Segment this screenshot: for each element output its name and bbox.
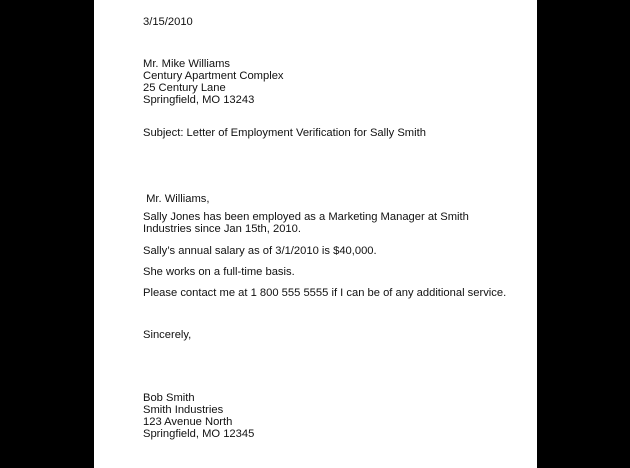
closing-text: Sincerely,	[143, 329, 192, 341]
subject-line	[143, 127, 426, 139]
contact-text: Please contact me at 1 800 555 5555 if I can be of any additional service.	[143, 287, 507, 299]
recipient-company: Century Apartment Complex	[143, 70, 284, 82]
subject-text: Subject: Letter of Employment Verification for Sally Smith	[143, 127, 426, 139]
sender-name: Bob Smith	[143, 392, 195, 404]
employment-line-1: Sally Jones has been employed as a Marketing Manager at Smith	[143, 211, 469, 223]
salutation-text: Mr. Williams,	[143, 193, 210, 205]
employment-line-2: Industries since Jan 15th, 2010.	[143, 223, 301, 235]
body-paragraph-salary	[143, 245, 377, 257]
recipient-city: Springfield, MO 13243	[143, 94, 255, 106]
body-paragraph-contact	[143, 287, 506, 299]
letter-date	[143, 16, 193, 28]
basis-text: She works on a full-time basis.	[143, 266, 295, 278]
salary-text: Sally’s annual salary as of 3/1/2010 is $40,000.	[143, 245, 377, 257]
recipient-street: 25 Century Lane	[143, 82, 226, 94]
recipient-address	[143, 58, 284, 106]
sender-city: Springfield, MO 12345	[143, 428, 255, 440]
sender-company: Smith Industries	[143, 404, 224, 416]
closing	[143, 329, 191, 341]
date-text: 3/15/2010	[143, 16, 193, 28]
sender-street: 123 Avenue North	[143, 416, 233, 428]
recipient-name: Mr. Mike Williams	[143, 58, 231, 70]
letter-page	[94, 0, 537, 468]
body-paragraph-basis	[143, 266, 295, 278]
sender-signature-block	[143, 392, 254, 440]
body-paragraph-employment	[143, 211, 469, 235]
